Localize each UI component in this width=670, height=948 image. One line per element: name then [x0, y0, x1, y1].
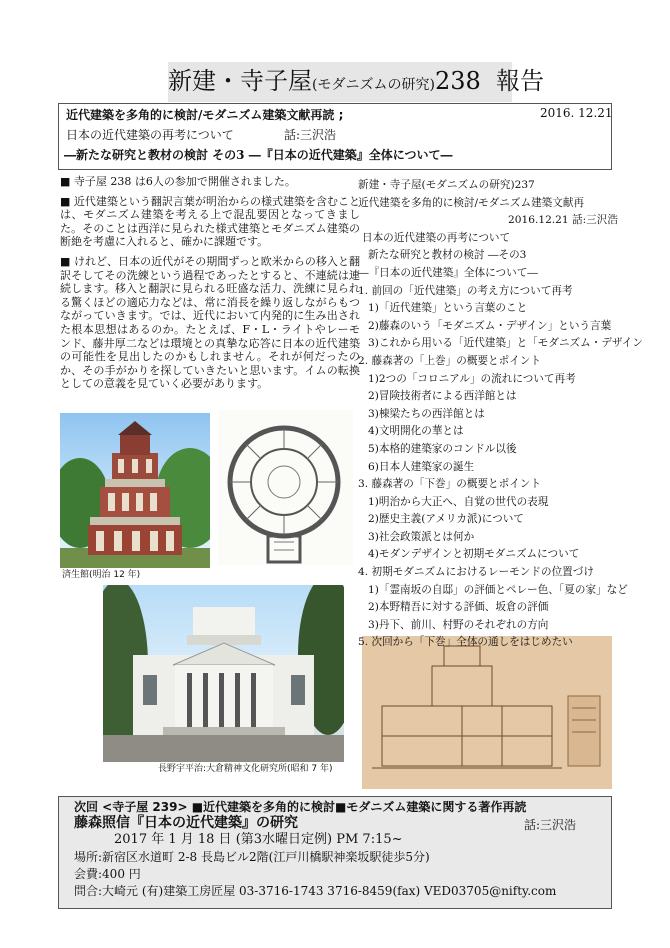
outline-subitem: 2)歴史主義(アメリカ派)について: [368, 513, 524, 526]
next-datetime: 2017 年 1 月 18 日 (第3水曜日定例) PM 7:15~: [114, 832, 403, 847]
outline-subitem: 2)藤森のいう「モダニズム・デザイン」という言葉: [368, 319, 612, 332]
okura-institute-photo: [103, 585, 344, 762]
title-suffix: 報告: [496, 67, 545, 95]
title-main: 新建・寺子屋: [168, 67, 312, 95]
outline-item: 2. 藤森著の「上巻」の概要とポイント: [358, 354, 541, 367]
body-paragraph: ■ 寺子屋 238 は6人の参加で開催されました。: [60, 175, 296, 188]
outline-subitem: 6)日本人建築家の誕生: [368, 460, 475, 473]
outline-subitem: 3)これから用いる「近代建築」と「モダニズム・デザイン: [368, 337, 643, 350]
outline-item: 4. 初期モダニズムにおけるレーモンドの位置づけ: [358, 566, 594, 579]
outline-head: 2016.12.21 話:三沢浩: [508, 214, 618, 227]
header-speaker: 話:三沢浩: [284, 128, 337, 142]
section-drawing: [362, 636, 612, 789]
body-paragraph: ■ 近代建築という翻訳言葉が明治からの様式建築を含むことは、モダニズム建築を考える上で混乱要因となってきました。そのことは西洋に見られた様式建築とモダニズム建築の断絶を考慮に入れると、確かに課題です。: [60, 194, 360, 249]
okura-caption: 長野宇平治:大倉精神文化研究所(昭和 7 年): [158, 764, 333, 774]
outline-intro: 日本の近代建築の再考について: [362, 231, 511, 244]
outline-intro: 新たな研究と教材の検討 ―その3: [368, 249, 527, 262]
saiseikan-photo: [60, 413, 210, 568]
outline-subitem: 1)明治から大正へ、自覚の世代の表現: [368, 495, 549, 508]
page-title: [168, 66, 545, 100]
next-contact: 問合:大崎元 (有)建築工房匠屋 03-3716-1743 3716-8459(fax) VED03705@nifty.com: [74, 884, 557, 898]
outline-subitem: 2)本野精吾に対する評価、坂倉の評価: [368, 601, 549, 614]
title-number: 238: [434, 67, 481, 95]
outline-list: [358, 282, 643, 651]
header-subtitle: ―新たな研究と教材の検討 その3 ―『日本の近代建築』全体について―: [64, 148, 453, 162]
outline-column: [358, 176, 643, 651]
outline-item: 1. 前回の「近代建築」の考え方について再考: [358, 284, 573, 297]
floor-plan-drawing: [218, 410, 353, 565]
next-speaker: 話:三沢浩: [524, 818, 577, 832]
next-fee: 会費:400 円: [74, 867, 141, 881]
outline-subitem: 4)文明開化の華とは: [368, 425, 464, 438]
outline-subitem: 4)モダンデザインと初期モダニズムについて: [368, 548, 580, 561]
outline-subitem: 1)2つの「コロニアル」の流れについて再考: [368, 372, 576, 385]
outline-head: 近代建築を多角的に検討/モダニズム建築文献再: [358, 196, 585, 209]
header-date: 2016. 12.21: [540, 106, 613, 120]
body-paragraph: ■ けれど、日本の近代がその期間ずっと欧米からの移入と翻訳そしてその洗練という過程であったとすると、不連続は連続します。移入と翻訳に見られる旺盛な活力、洗練に見られる驚くほどの適応力などは、常に消長を繰り返しながらもつながっていきます。では、近代において内発的に生み出された根本思想はあるのか。たとえば、F・L・ライトやレーモンド、藤井厚二などは環境との真摯な応答に日本の近代建築の可能性を見出したのかもしれません。それが何だったのか、その手がかりを探していきたいと思います。イムの転換としての意義を見ていく必要があります。: [60, 254, 360, 391]
outline-subitem: 3)社会政策派とは何か: [368, 530, 475, 543]
outline-subitem: 1)「霊南坂の自邸」の評価とペレー色、「夏の家」など: [368, 583, 628, 596]
outline-head: 新建・寺子屋(モダニズムの研究)237: [358, 179, 535, 191]
header-topic: 日本の近代建築の再考について: [66, 128, 234, 142]
next-session: 次回 <寺子屋 239> ■近代建築を多角的に検討■モダニズム建築に関する著作再読: [74, 800, 527, 814]
title-sub: (モダニズムの研究): [312, 77, 435, 93]
next-book: 藤森照信『日本の近代建築』の研究: [74, 815, 298, 831]
outline-subitem: 3)棟梁たちの西洋館とは: [368, 407, 485, 420]
outline-intro: ―『日本の近代建築』全体について―: [358, 266, 538, 279]
outline-subitem: 5)本格的建築家のコンドル以後: [368, 442, 517, 455]
outline-subitem: 2)冒険技術者による西洋館とは: [368, 390, 517, 403]
outline-item: 5. 次回から「下巻」全体の通しをはじめたい: [358, 636, 573, 649]
outline-subitem: 3)丹下、前川、村野のそれぞれの方向: [368, 618, 549, 631]
saiseikan-caption: 済生館(明治 12 年): [62, 570, 141, 580]
outline-item: 3. 藤森著の「下巻」の概要とポイント: [358, 478, 541, 491]
next-place: 場所:新宿区水道町 2-8 長島ビル2階(江戸川橋駅神楽坂駅徒歩5分): [74, 850, 430, 864]
report-body: [60, 175, 360, 397]
outline-subitem: 1)「近代建築」という言葉のこと: [368, 302, 528, 315]
header-series: 近代建築を多角的に検討/モダニズム建築文献再読 ;: [66, 108, 344, 122]
